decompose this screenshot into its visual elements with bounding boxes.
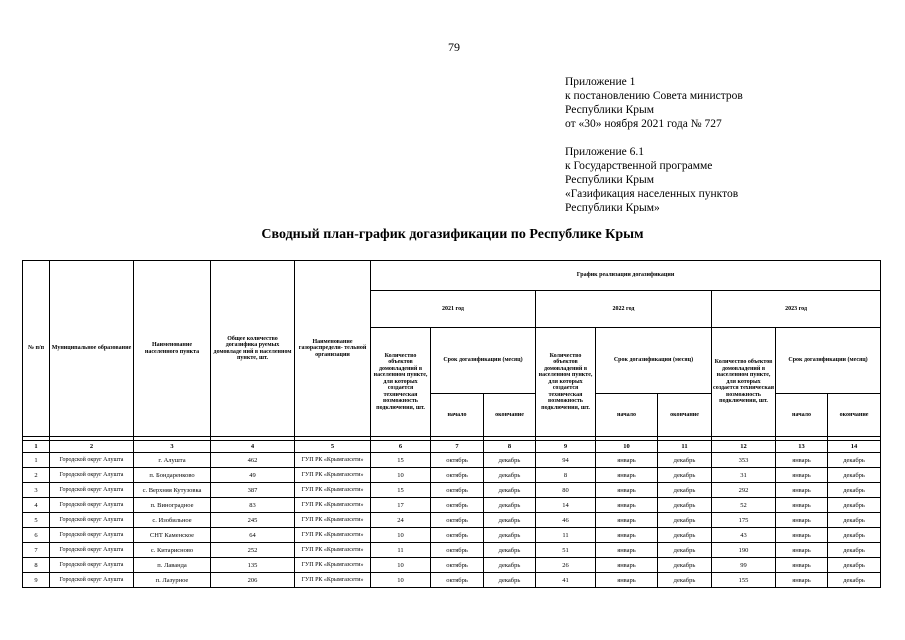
start-2021-cell: октябрь (431, 528, 484, 543)
column-number: 9 (536, 441, 596, 453)
start-2022-cell: январь (596, 513, 658, 528)
start-2021-cell: октябрь (431, 498, 484, 513)
header-end-2021: окончание (484, 394, 536, 437)
column-number: 1 (23, 441, 50, 453)
count-2023-cell: 292 (712, 483, 776, 498)
count-2023-cell: 175 (712, 513, 776, 528)
start-2023-cell: январь (776, 483, 828, 498)
header-year-2023: 2023 год (712, 291, 881, 328)
settlement-cell: п. Лаванда (134, 558, 211, 573)
total-cell: 83 (211, 498, 295, 513)
end-2022-cell: декабрь (658, 498, 712, 513)
start-2023-cell: январь (776, 528, 828, 543)
column-number: 13 (776, 441, 828, 453)
total-cell: 245 (211, 513, 295, 528)
end-2022-cell: декабрь (658, 528, 712, 543)
row-num: 6 (23, 528, 50, 543)
count-2022-cell: 94 (536, 453, 596, 468)
row-num: 7 (23, 543, 50, 558)
column-number: 6 (371, 441, 431, 453)
municipality-cell: Городской округ Алушта (50, 453, 134, 468)
start-2022-cell: январь (596, 453, 658, 468)
end-2022-cell: декабрь (658, 453, 712, 468)
start-2023-cell: январь (776, 573, 828, 588)
header-start-2023: начало (776, 394, 828, 437)
header-count-2023: Количество объектов домовладений в населенном пункте, для которых создается техническая возможность подключения, шт. (712, 328, 776, 437)
count-2022-cell: 51 (536, 543, 596, 558)
start-2021-cell: октябрь (431, 453, 484, 468)
end-2023-cell: декабрь (828, 483, 881, 498)
end-2022-cell: декабрь (658, 483, 712, 498)
header-count-2021: Количество объектов домовладений в населенном пункте, для которых создается техническая возможность подключения, шт. (371, 328, 431, 437)
count-2021-cell: 10 (371, 468, 431, 483)
count-2022-cell: 80 (536, 483, 596, 498)
municipality-cell: Городской округ Алушта (50, 513, 134, 528)
end-2021-cell: декабрь (484, 468, 536, 483)
table-row (23, 573, 881, 588)
end-2021-cell: декабрь (484, 543, 536, 558)
org-cell: ГУП РК «Крымгазсети» (295, 513, 371, 528)
start-2023-cell: январь (776, 468, 828, 483)
municipality-cell: Городской округ Алушта (50, 573, 134, 588)
count-2023-cell: 52 (712, 498, 776, 513)
settlement-cell: с. Верхняя Кутузовка (134, 483, 211, 498)
end-2021-cell: декабрь (484, 558, 536, 573)
start-2023-cell: январь (776, 543, 828, 558)
header-num: № п/п (23, 261, 50, 437)
appendix-1-line: Республики Крым (565, 104, 654, 116)
total-cell: 135 (211, 558, 295, 573)
settlement-cell: п. Лазурное (134, 573, 211, 588)
column-number: 7 (431, 441, 484, 453)
end-2022-cell: декабрь (658, 573, 712, 588)
org-cell: ГУП РК «Крымгазсети» (295, 528, 371, 543)
end-2023-cell: декабрь (828, 453, 881, 468)
count-2022-cell: 14 (536, 498, 596, 513)
end-2023-cell: декабрь (828, 558, 881, 573)
total-cell: 64 (211, 528, 295, 543)
settlement-cell: п. Виноградное (134, 498, 211, 513)
start-2023-cell: январь (776, 558, 828, 573)
end-2023-cell: декабрь (828, 498, 881, 513)
count-2021-cell: 24 (371, 513, 431, 528)
org-cell: ГУП РК «Крымгазсети» (295, 453, 371, 468)
header-schedule: График реализации догазификации (371, 261, 881, 291)
municipality-cell: Городской округ Алушта (50, 483, 134, 498)
total-cell: 206 (211, 573, 295, 588)
settlement-cell: п. Бондаренково (134, 468, 211, 483)
end-2023-cell: декабрь (828, 573, 881, 588)
column-number-row (23, 441, 881, 453)
end-2022-cell: декабрь (658, 513, 712, 528)
count-2021-cell: 10 (371, 573, 431, 588)
end-2021-cell: декабрь (484, 453, 536, 468)
row-num: 2 (23, 468, 50, 483)
page-number: 79 (448, 40, 460, 54)
header-end-2022: окончание (658, 394, 712, 437)
header-org: Наименование газораспредели- тельной организации (295, 261, 371, 437)
settlement-cell: с. Китарисново (134, 543, 211, 558)
row-num: 3 (23, 483, 50, 498)
header-end-2023: окончание (828, 394, 881, 437)
table-row (23, 453, 881, 468)
count-2023-cell: 353 (712, 453, 776, 468)
row-num: 5 (23, 513, 50, 528)
start-2021-cell: октябрь (431, 558, 484, 573)
column-number: 11 (658, 441, 712, 453)
end-2023-cell: декабрь (828, 528, 881, 543)
column-number: 10 (596, 441, 658, 453)
count-2021-cell: 15 (371, 483, 431, 498)
header-term-2023: Срок догазификации (месяц) (776, 328, 881, 394)
municipality-cell: Городской округ Алушта (50, 468, 134, 483)
start-2021-cell: октябрь (431, 573, 484, 588)
org-cell: ГУП РК «Крымгазсети» (295, 558, 371, 573)
municipality-cell: Городской округ Алушта (50, 558, 134, 573)
header-year-2021: 2021 год (371, 291, 536, 328)
schedule-table (22, 260, 881, 588)
count-2021-cell: 11 (371, 543, 431, 558)
org-cell: ГУП РК «Крымгазсети» (295, 483, 371, 498)
count-2022-cell: 26 (536, 558, 596, 573)
start-2021-cell: октябрь (431, 513, 484, 528)
end-2023-cell: декабрь (828, 468, 881, 483)
end-2021-cell: декабрь (484, 513, 536, 528)
table-row (23, 543, 881, 558)
count-2021-cell: 10 (371, 528, 431, 543)
municipality-cell: Городской округ Алушта (50, 543, 134, 558)
column-number: 14 (828, 441, 881, 453)
appendix-2-line: к Государственной программе (565, 160, 713, 172)
table-row (23, 483, 881, 498)
start-2021-cell: октябрь (431, 483, 484, 498)
table-row (23, 498, 881, 513)
start-2023-cell: январь (776, 513, 828, 528)
table-row (23, 513, 881, 528)
settlement-cell: с. Изобильное (134, 513, 211, 528)
appendix-2-line: «Газификация населенных пунктов (565, 188, 739, 200)
document-title: Сводный план-график догазификации по Республике Крым (261, 227, 644, 242)
start-2021-cell: октябрь (431, 543, 484, 558)
municipality-cell: Городской округ Алушта (50, 528, 134, 543)
total-cell: 387 (211, 483, 295, 498)
column-number: 3 (134, 441, 211, 453)
start-2022-cell: январь (596, 573, 658, 588)
total-cell: 252 (211, 543, 295, 558)
count-2022-cell: 46 (536, 513, 596, 528)
count-2022-cell: 11 (536, 528, 596, 543)
org-cell: ГУП РК «Крымгазсети» (295, 498, 371, 513)
count-2023-cell: 99 (712, 558, 776, 573)
appendix-1-line: от «30» ноября 2021 года № 727 (565, 118, 722, 130)
settlement-cell: СНТ Каменское (134, 528, 211, 543)
header-term-2021: Срок догазификации (месяц) (431, 328, 536, 394)
count-2022-cell: 41 (536, 573, 596, 588)
org-cell: ГУП РК «Крымгазсети» (295, 573, 371, 588)
appendix-1-line: Приложение 1 (565, 76, 636, 88)
count-2023-cell: 31 (712, 468, 776, 483)
end-2022-cell: декабрь (658, 558, 712, 573)
total-cell: 462 (211, 453, 295, 468)
header-total: Общее количество догазифика руемых домовладе ний в населенном пункте, шт. (211, 261, 295, 437)
row-num: 9 (23, 573, 50, 588)
column-number: 5 (295, 441, 371, 453)
count-2021-cell: 17 (371, 498, 431, 513)
schedule-table-body (23, 437, 881, 588)
table-row (23, 558, 881, 573)
start-2023-cell: январь (776, 498, 828, 513)
table-row (23, 468, 881, 483)
header-count-2022: Количество объектов домовладений в населенном пункте, для которых создается техническая возможность подключения, шт. (536, 328, 596, 437)
header-municipality: Муниципальное образование (50, 261, 134, 437)
start-2021-cell: октябрь (431, 468, 484, 483)
end-2023-cell: декабрь (828, 543, 881, 558)
count-2021-cell: 10 (371, 558, 431, 573)
total-cell: 49 (211, 468, 295, 483)
header-settlement: Наименование населенного пункта (134, 261, 211, 437)
end-2022-cell: декабрь (658, 543, 712, 558)
org-cell: ГУП РК «Крымгазсети» (295, 543, 371, 558)
end-2023-cell: декабрь (828, 513, 881, 528)
end-2021-cell: декабрь (484, 498, 536, 513)
count-2021-cell: 15 (371, 453, 431, 468)
header-year-2022: 2022 год (536, 291, 712, 328)
start-2023-cell: январь (776, 453, 828, 468)
end-2021-cell: декабрь (484, 528, 536, 543)
appendix-2-line: Республики Крым» (565, 202, 660, 214)
start-2022-cell: январь (596, 468, 658, 483)
end-2022-cell: декабрь (658, 468, 712, 483)
column-number: 12 (712, 441, 776, 453)
column-number: 8 (484, 441, 536, 453)
start-2022-cell: январь (596, 543, 658, 558)
header-start-2022: начало (596, 394, 658, 437)
start-2022-cell: январь (596, 558, 658, 573)
end-2021-cell: декабрь (484, 573, 536, 588)
appendix-1-block (565, 75, 743, 131)
start-2022-cell: январь (596, 483, 658, 498)
column-number: 2 (50, 441, 134, 453)
count-2023-cell: 43 (712, 528, 776, 543)
appendix-2-block (565, 145, 738, 215)
appendix-2-line: Приложение 6.1 (565, 146, 644, 158)
table-row (23, 528, 881, 543)
start-2022-cell: январь (596, 528, 658, 543)
header-start-2021: начало (431, 394, 484, 437)
municipality-cell: Городской округ Алушта (50, 498, 134, 513)
appendix-1-line: к постановлению Совета министров (565, 90, 743, 102)
settlement-cell: г. Алушта (134, 453, 211, 468)
appendix-2-line: Республики Крым (565, 174, 654, 186)
count-2022-cell: 8 (536, 468, 596, 483)
org-cell: ГУП РК «Крымгазсети» (295, 468, 371, 483)
header-term-2022: Срок догазификации (месяц) (596, 328, 712, 394)
count-2023-cell: 190 (712, 543, 776, 558)
row-num: 8 (23, 558, 50, 573)
count-2023-cell: 155 (712, 573, 776, 588)
start-2022-cell: январь (596, 498, 658, 513)
column-number: 4 (211, 441, 295, 453)
row-num: 1 (23, 453, 50, 468)
end-2021-cell: декабрь (484, 483, 536, 498)
row-num: 4 (23, 498, 50, 513)
